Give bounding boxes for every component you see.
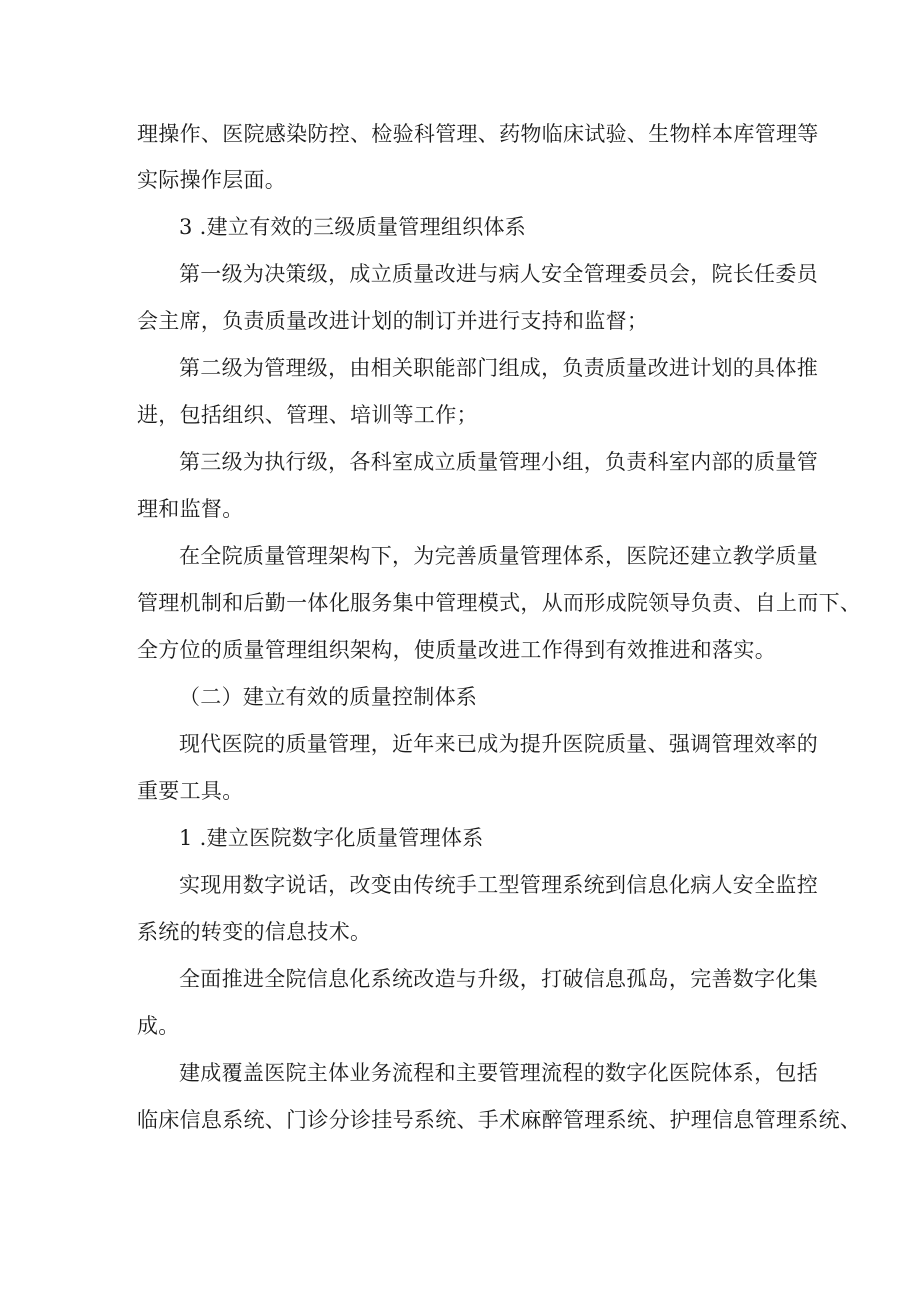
- text-line: 进，包括组织、管理、培训等工作；: [137, 403, 478, 427]
- text-line: 重要工具。: [137, 779, 244, 803]
- section-heading: 1 .建立医院数字化质量管理体系: [179, 826, 484, 850]
- text-line: 会主席，负责质量改进计划的制订并进行支持和监督；: [137, 309, 649, 333]
- text-line: 在全院质量管理架构下，为完善质量管理体系，医院还建立教学质量: [179, 544, 818, 568]
- text-line: 现代医院的质量管理，近年来已成为提升医院质量、强调管理效率的: [179, 732, 818, 756]
- text-line: 全方位的质量管理组织架构，使质量改进工作得到有效推进和落实。: [137, 638, 776, 662]
- text-line: 理和监督。: [137, 497, 244, 521]
- text-line: 理操作、医院感染防控、检验科管理、药物临床试验、生物样本库管理等: [137, 122, 819, 146]
- text-line: 管理机制和后勤一体化服务集中管理模式，从而形成院领导负责、自上而下、: [137, 591, 862, 615]
- text-line: 第三级为执行级，各科室成立质量管理小组，负责科室内部的质量管: [179, 450, 818, 474]
- text-line: 系统的转变的信息技术。: [137, 920, 372, 944]
- section-heading: （二）建立有效的质量控制体系: [179, 685, 478, 709]
- section-heading: 3 .建立有效的三级质量管理组织体系: [179, 215, 527, 239]
- text-line: 实现用数字说话，改变由传统手工型管理系统到信息化病人安全监控: [179, 873, 818, 897]
- text-line: 第一级为决策级，成立质量改进与病人安全管理委员会，院长任委员: [179, 262, 818, 286]
- text-line: 第二级为管理级，由相关职能部门组成，负责质量改进计划的具体推: [179, 356, 818, 380]
- text-line: 建成覆盖医院主体业务流程和主要管理流程的数字化医院体系，包括: [179, 1061, 818, 1085]
- text-line: 临床信息系统、门诊分诊挂号系统、手术麻醉管理系统、护理信息管理系统、: [137, 1108, 862, 1132]
- text-line: 实际操作层面。: [137, 168, 287, 192]
- text-line: 成。: [137, 1014, 180, 1038]
- text-line: 全面推进全院信息化系统改造与升级，打破信息孤岛，完善数字化集: [179, 967, 818, 991]
